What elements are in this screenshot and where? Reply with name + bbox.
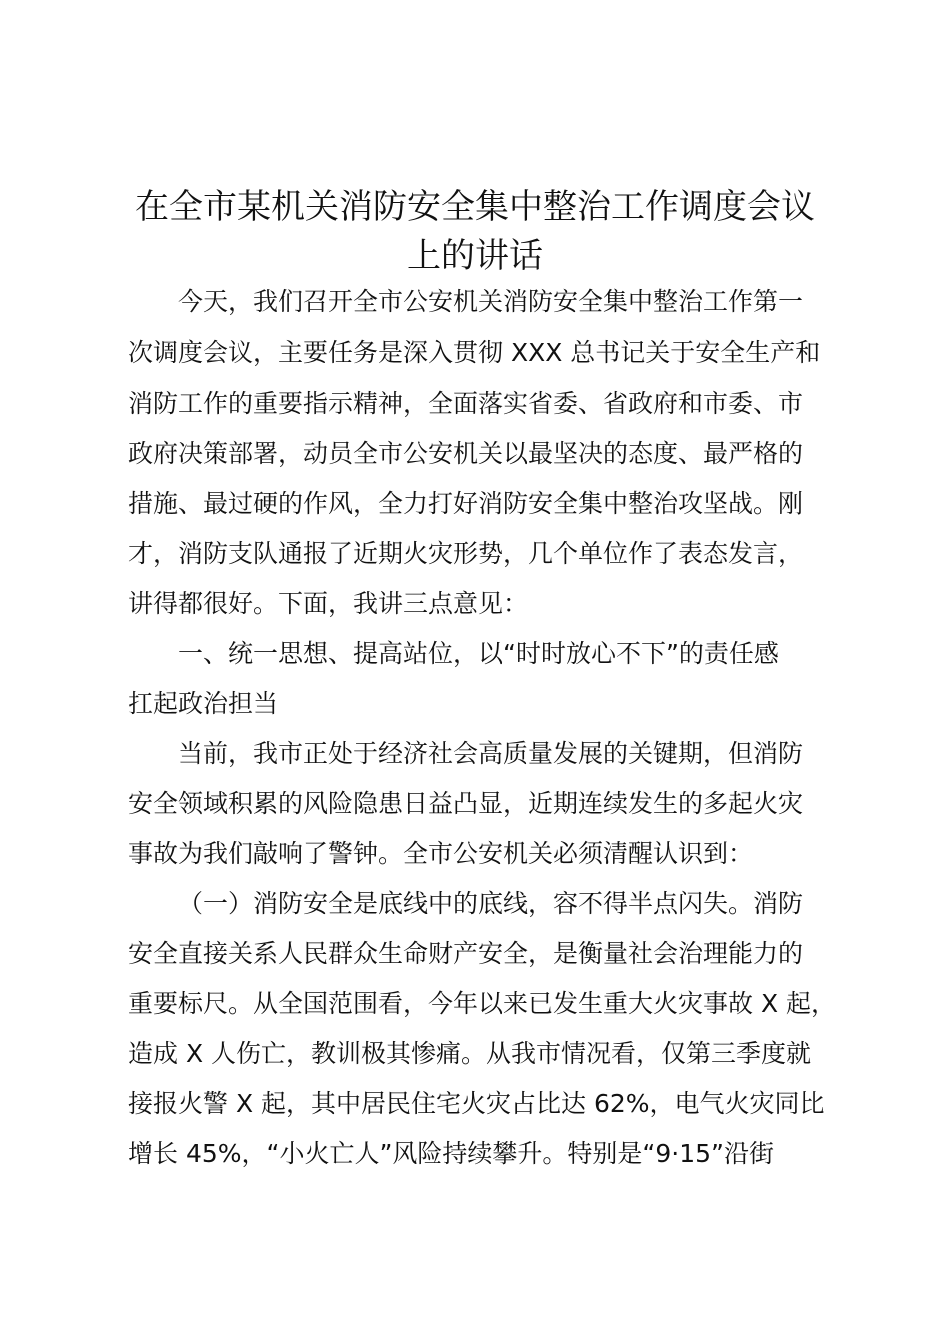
document-title-line-1: 在全市某机关消防安全集中整治工作调度会议 [135,187,815,227]
paragraph-line: 安全领域积累的风险隐患日益凸显，近期连续发生的多起火灾 [128,789,804,818]
paragraph-line: 今天，我们召开全市公安机关消防安全集中整治工作第一 [178,287,804,316]
section-heading-line: 一、统一思想、提高站位，以“时时放心不下”的责任感 [178,639,779,668]
paragraph-line: 重要标尺。从全国范围看，今年以来已发生重大火灾事故 X 起， [128,989,837,1018]
paragraph-line: 讲得都很好。下面，我讲三点意见： [128,589,529,618]
paragraph-line: （一）消防安全是底线中的底线，容不得半点闪失。消防 [178,889,804,918]
paragraph-line: 次调度会议，主要任务是深入贯彻 XXX 总书记关于安全生产和 [128,338,821,367]
paragraph-line: 接报火警 X 起，其中居民住宅火灾占比达 62%，电气火灾同比 [128,1089,825,1118]
document-title-line-2: 上的讲话 [407,236,543,276]
paragraph-line: 安全直接关系人民群众生命财产安全，是衡量社会治理能力的 [128,939,804,968]
paragraph-line: 造成 X 人伤亡，教训极其惨痛。从我市情况看，仅第三季度就 [128,1039,812,1068]
paragraph-line: 当前，我市正处于经济社会高质量发展的关键期，但消防 [178,739,804,768]
paragraph-line: 措施、最过硬的作风，全力打好消防安全集中整治攻坚战。刚 [128,489,804,518]
paragraph-line: 事故为我们敲响了警钟。全市公安机关必须清醒认识到： [128,839,754,868]
section-heading-line: 扛起政治担当 [128,689,279,718]
paragraph-line: 增长 45%，“小火亡人”风险持续攀升。特别是“9·15”沿街 [128,1139,774,1168]
paragraph-line: 消防工作的重要指示精神，全面落实省委、省政府和市委、市 [128,389,804,418]
paragraph-line: 才，消防支队通报了近期火灾形势，几个单位作了表态发言， [128,539,804,568]
paragraph-line: 政府决策部署，动员全市公安机关以最坚决的态度、最严格的 [128,439,804,468]
